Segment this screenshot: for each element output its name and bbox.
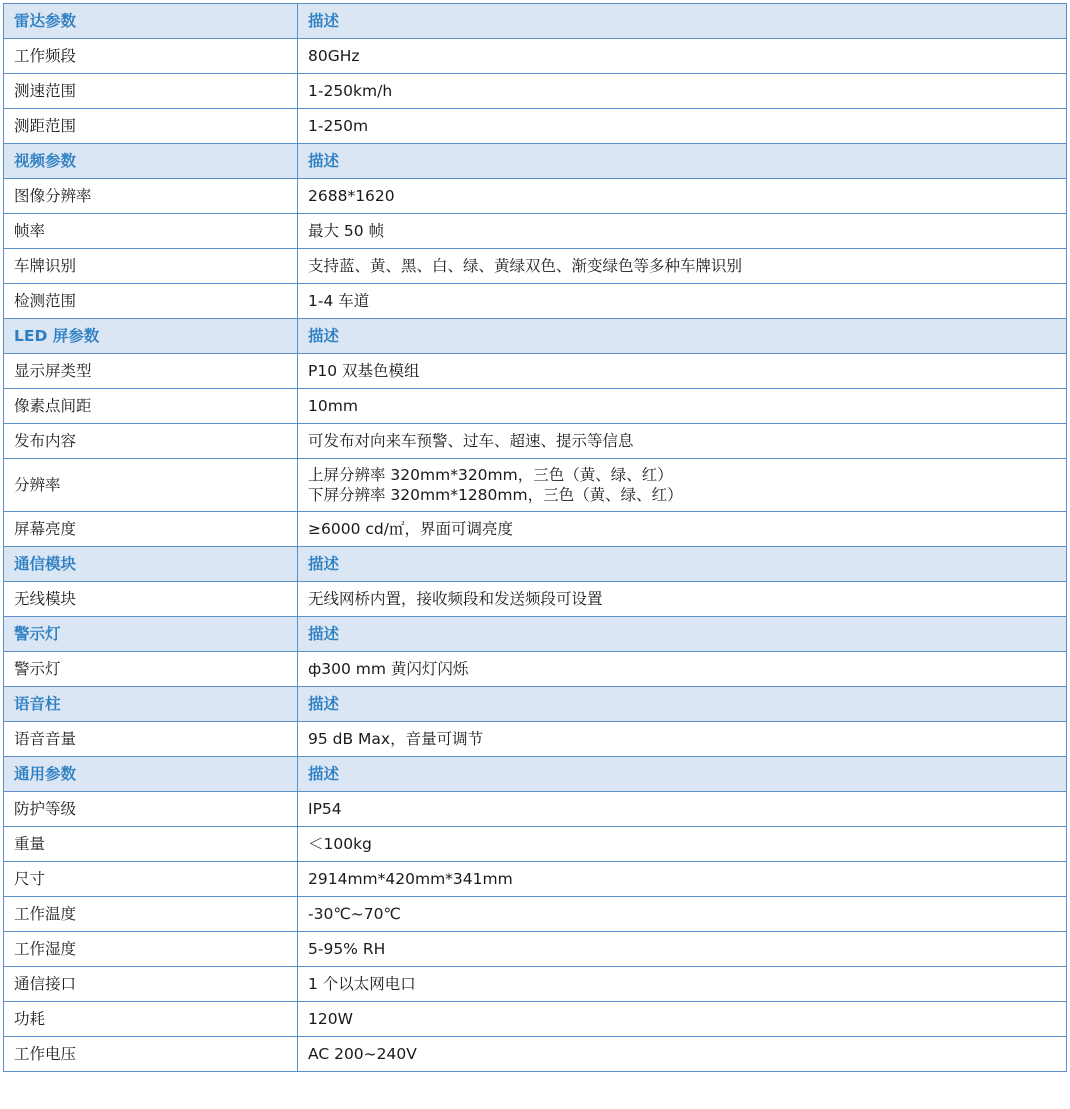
param-name: 图像分辨率: [4, 179, 298, 214]
param-name: 测速范围: [4, 74, 298, 109]
param-value: -30℃~70℃: [298, 897, 1067, 932]
table-row: [4, 827, 1067, 862]
param-value: 95 dB Max，音量可调节: [298, 722, 1067, 757]
param-name: 无线模块: [4, 582, 298, 617]
param-name: 警示灯: [4, 652, 298, 687]
param-name: 功耗: [4, 1002, 298, 1037]
table-row: [4, 284, 1067, 319]
table-row: [4, 792, 1067, 827]
param-name: 重量: [4, 827, 298, 862]
section-title: 视频参数: [4, 144, 298, 179]
param-name: 像素点间距: [4, 389, 298, 424]
param-name: 语音音量: [4, 722, 298, 757]
table-row: [4, 652, 1067, 687]
param-value: ≥6000 cd/㎡，界面可调亮度: [298, 512, 1067, 547]
section-title: 通信模块: [4, 547, 298, 582]
param-name: 测距范围: [4, 109, 298, 144]
param-name: 防护等级: [4, 792, 298, 827]
param-name: 检测范围: [4, 284, 298, 319]
table-row: [4, 249, 1067, 284]
table-row: [4, 967, 1067, 1002]
param-value: 120W: [298, 1002, 1067, 1037]
param-value: 无线网桥内置，接收频段和发送频段可设置: [298, 582, 1067, 617]
table-row: [4, 389, 1067, 424]
param-name: 通信接口: [4, 967, 298, 1002]
param-value: 80GHz: [298, 39, 1067, 74]
section-desc-header: 描述: [298, 319, 1067, 354]
param-value: ＜100kg: [298, 827, 1067, 862]
param-value: AC 200~240V: [298, 1037, 1067, 1072]
table-row: [4, 424, 1067, 459]
table-row: [4, 512, 1067, 547]
section-desc-header: 描述: [298, 617, 1067, 652]
table-row: [4, 459, 1067, 512]
param-value: IP54: [298, 792, 1067, 827]
table-row: [4, 39, 1067, 74]
param-value: 5-95% RH: [298, 932, 1067, 967]
section-desc-header: 描述: [298, 757, 1067, 792]
param-name: 工作湿度: [4, 932, 298, 967]
section-title: LED 屏参数: [4, 319, 298, 354]
param-name: 工作温度: [4, 897, 298, 932]
param-value: [298, 459, 1067, 512]
section-header-comm: [4, 547, 1067, 582]
param-name: 分辨率: [4, 459, 298, 512]
table-row: [4, 582, 1067, 617]
param-value: 可发布对向来车预警、过车、超速、提示等信息: [298, 424, 1067, 459]
section-header-general: [4, 757, 1067, 792]
table-row: [4, 722, 1067, 757]
param-name: 车牌识别: [4, 249, 298, 284]
param-value: 1 个以太网电口: [298, 967, 1067, 1002]
table-row: [4, 354, 1067, 389]
section-desc-header: 描述: [298, 4, 1067, 39]
param-name: 尺寸: [4, 862, 298, 897]
section-desc-header: 描述: [298, 687, 1067, 722]
param-value: 1-4 车道: [298, 284, 1067, 319]
section-desc-header: 描述: [298, 144, 1067, 179]
param-value-line-upper: 上屏分辨率 320mm*320mm，三色（黄、绿、红）: [308, 466, 673, 484]
section-title: 雷达参数: [4, 4, 298, 39]
param-name: 发布内容: [4, 424, 298, 459]
section-header-voice: [4, 687, 1067, 722]
param-value: 10mm: [298, 389, 1067, 424]
param-value: 1-250km/h: [298, 74, 1067, 109]
section-header-video: [4, 144, 1067, 179]
param-value: P10 双基色模组: [298, 354, 1067, 389]
param-value: 2914mm*420mm*341mm: [298, 862, 1067, 897]
section-header-warning-light: [4, 617, 1067, 652]
table-row: [4, 214, 1067, 249]
table-row: [4, 109, 1067, 144]
section-header-radar: [4, 4, 1067, 39]
section-title: 语音柱: [4, 687, 298, 722]
spec-table: [3, 3, 1067, 1072]
param-value: ф300 mm 黄闪灯闪烁: [298, 652, 1067, 687]
param-name: 帧率: [4, 214, 298, 249]
table-row: [4, 1037, 1067, 1072]
param-name: 工作频段: [4, 39, 298, 74]
param-value-line-lower: 下屏分辨率 320mm*1280mm，三色（黄、绿、红）: [308, 486, 683, 504]
table-row: [4, 74, 1067, 109]
table-row: [4, 932, 1067, 967]
param-value: 最大 50 帧: [298, 214, 1067, 249]
param-value: 2688*1620: [298, 179, 1067, 214]
param-value: 1-250m: [298, 109, 1067, 144]
param-name: 显示屏类型: [4, 354, 298, 389]
param-name: 屏幕亮度: [4, 512, 298, 547]
table-row: [4, 862, 1067, 897]
section-title: 通用参数: [4, 757, 298, 792]
section-header-led: [4, 319, 1067, 354]
param-name: 工作电压: [4, 1037, 298, 1072]
table-row: [4, 897, 1067, 932]
table-row: [4, 179, 1067, 214]
section-desc-header: 描述: [298, 547, 1067, 582]
section-title: 警示灯: [4, 617, 298, 652]
param-value: 支持蓝、黄、黑、白、绿、黄绿双色、渐变绿色等多种车牌识别: [298, 249, 1067, 284]
table-row: [4, 1002, 1067, 1037]
